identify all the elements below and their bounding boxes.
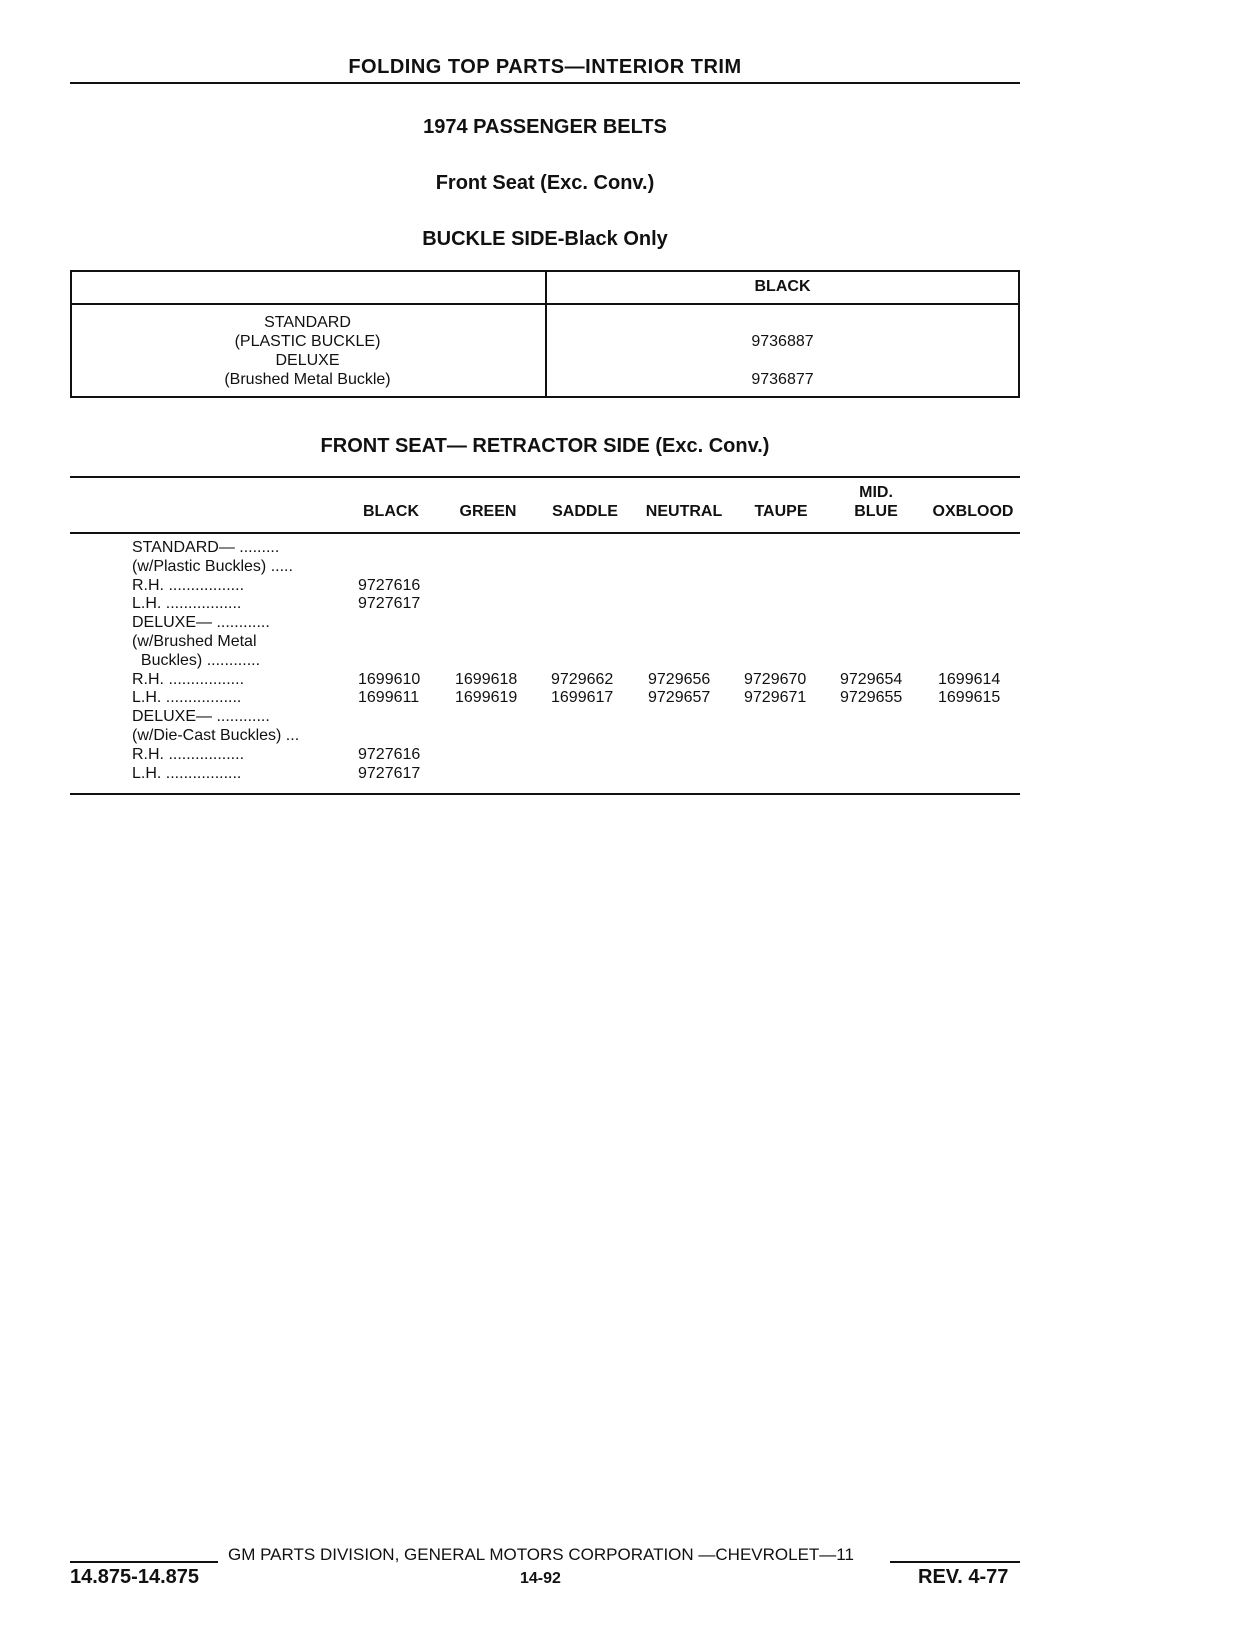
part-number-cell: 1699610 [358, 670, 421, 688]
footer-revision: REV. 4-77 [918, 1566, 1009, 1588]
part-number-cell: 9727617 [358, 764, 421, 782]
buckle-column-header: BLACK [754, 278, 811, 295]
table-row-label: R.H. ................. [132, 576, 245, 594]
buckle-row-label: STANDARD [264, 314, 351, 331]
table-row-label: R.H. ................. [132, 745, 245, 763]
footer-page-number: 14-92 [520, 1570, 561, 1587]
footer-group-number: 14.875-14.875 [70, 1566, 200, 1588]
retractor-table-top-rule [70, 476, 1020, 478]
table-row-label: Buckles) ............ [132, 651, 261, 669]
table-row-label: L.H. ................. [132, 595, 242, 613]
table-row-label: L.H. ................. [132, 764, 242, 782]
buckle-part-number: 9736877 [751, 371, 814, 388]
table-header-rule [70, 303, 1020, 305]
part-number-cell: 9727617 [358, 595, 421, 613]
part-number-cell: 9729671 [744, 689, 807, 707]
buckle-part-number: 9736887 [751, 333, 814, 350]
buckle-table [70, 270, 1020, 398]
column-header: OXBLOOD [932, 503, 1014, 520]
part-number-cell: 9727616 [358, 745, 421, 763]
part-number-cell: 9729657 [648, 689, 711, 707]
buckle-table-title: BUCKLE SIDE-Black Only [422, 228, 668, 250]
part-number-cell: 9729654 [840, 670, 903, 688]
retractor-header-rule [70, 532, 1020, 534]
column-header: TAUPE [754, 503, 808, 520]
buckle-row-label: (PLASTIC BUCKLE) [234, 333, 381, 350]
table-row-label: DELUXE— ............ [132, 614, 270, 632]
part-number-cell: 9729656 [648, 670, 711, 688]
column-header: MID. [859, 484, 893, 501]
part-number-cell: 1699617 [551, 689, 614, 707]
table-row-label: STANDARD— ......... [132, 539, 280, 556]
column-header: GREEN [459, 503, 517, 520]
table-row-label: DELUXE— ............ [132, 708, 270, 726]
part-number-cell: 1699611 [358, 689, 420, 707]
part-number-cell: 9729655 [840, 689, 903, 707]
footer-rule-left [70, 1561, 218, 1563]
column-header: NEUTRAL [645, 503, 723, 520]
part-number-cell: 1699614 [938, 670, 1001, 688]
part-number-cell: 1699618 [455, 670, 518, 688]
table-row-label: (w/Plastic Buckles) ..... [132, 557, 293, 575]
part-number-cell: 1699619 [455, 689, 518, 707]
table-row-label: (w/Die-Cast Buckles) ... [132, 727, 300, 744]
part-number-cell: 9727616 [358, 576, 421, 594]
table-row-label: (w/Brushed Metal [132, 633, 257, 650]
table-row-label: R.H. ................. [132, 670, 245, 688]
footer-rule-right [890, 1561, 1020, 1563]
table-border-bottom [70, 396, 1020, 398]
buckle-row-label: DELUXE [275, 352, 340, 369]
column-header: BLUE [854, 503, 898, 520]
section-title: 1974 PASSENGER BELTS [423, 116, 667, 138]
retractor-table-bottom-rule [70, 793, 1020, 795]
column-header: SADDLE [552, 503, 618, 520]
section-subtitle: Front Seat (Exc. Conv.) [435, 172, 655, 194]
part-number-cell: 9729670 [744, 670, 807, 688]
buckle-row-label: (Brushed Metal Buckle) [224, 371, 391, 388]
part-number-cell: 9729662 [551, 670, 614, 688]
table-border-right [1018, 270, 1020, 398]
table-row-label: L.H. ................. [132, 689, 242, 707]
footer-division: GM PARTS DIVISION, GENERAL MOTORS CORPORATION —CHEVROLET—11 [228, 1545, 854, 1564]
page-header-title: FOLDING TOP PARTS—INTERIOR TRIM [348, 56, 742, 78]
retractor-table-title: FRONT SEAT— RETRACTOR SIDE (Exc. Conv.) [320, 435, 770, 457]
header-rule [70, 82, 1020, 84]
column-header: BLACK [363, 503, 419, 520]
part-number-cell: 1699615 [938, 689, 1001, 707]
